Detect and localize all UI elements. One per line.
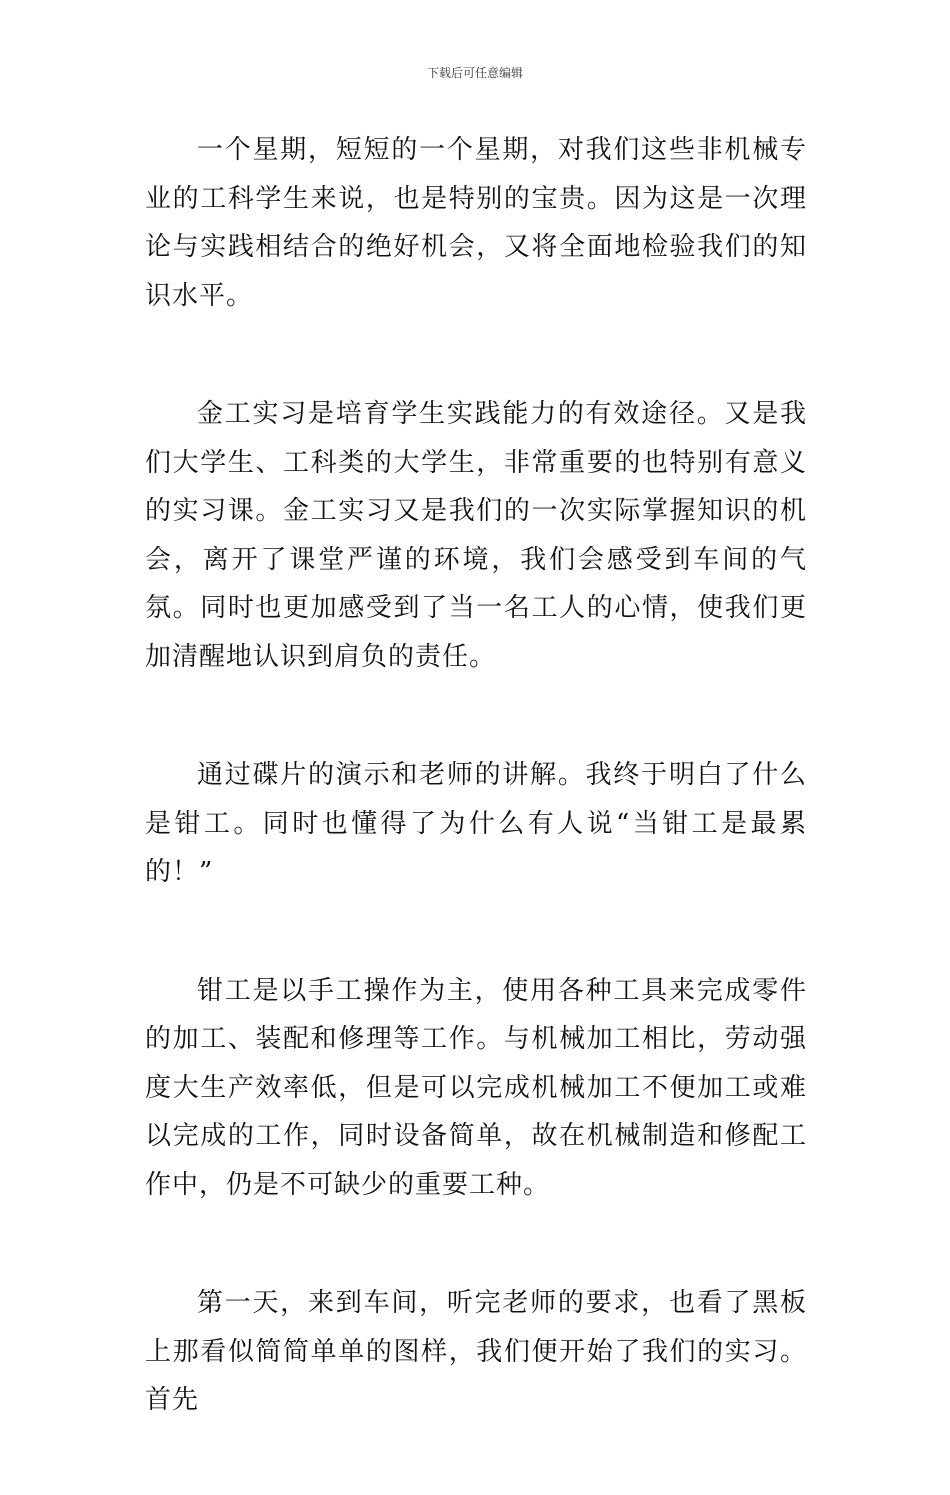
document-body bbox=[145, 126, 807, 1495]
paragraph: 通过碟片的演示和老师的讲解。我终于明白了什么是钳工。同时也懂得了为什么有人说“当钳工是最累的！” bbox=[145, 760, 807, 887]
paragraph: 金工实习是培育学生实践能力的有效途径。又是我们大学生、工科类的大学生，非常重要的也特别有意义的实习课。金工实习又是我们的一次实际掌握知识的机会，离开了课堂严谨的环境，我们会感受到车间的气氛。同时也更加感受到了当一名工人的心情，使我们更加清醒地认识到肩负的责任。 bbox=[145, 399, 807, 672]
page-header: 下载后可任意编辑 bbox=[426, 66, 523, 80]
paragraph: 第一天，来到车间，听完老师的要求，也看了黑板上那看似简简单单的图样，我们便开始了我们的实习。首先 bbox=[145, 1288, 807, 1415]
paragraph: 一个星期，短短的一个星期，对我们这些非机械专业的工科学生来说，也是特别的宝贵。因为这是一次理论与实践相结合的绝好机会，又将全面地检验我们的知识水平。 bbox=[145, 135, 807, 311]
paragraph: 钳工是以手工操作为主，使用各种工具来完成零件的加工、装配和修理等工作。与机械加工相比，劳动强度大生产效率低，但是可以完成机械加工不便加工或难以完成的工作，同时设备简单，故在机械制造和修配工作中，仍是不可缺少的重要工种。 bbox=[145, 975, 807, 1200]
